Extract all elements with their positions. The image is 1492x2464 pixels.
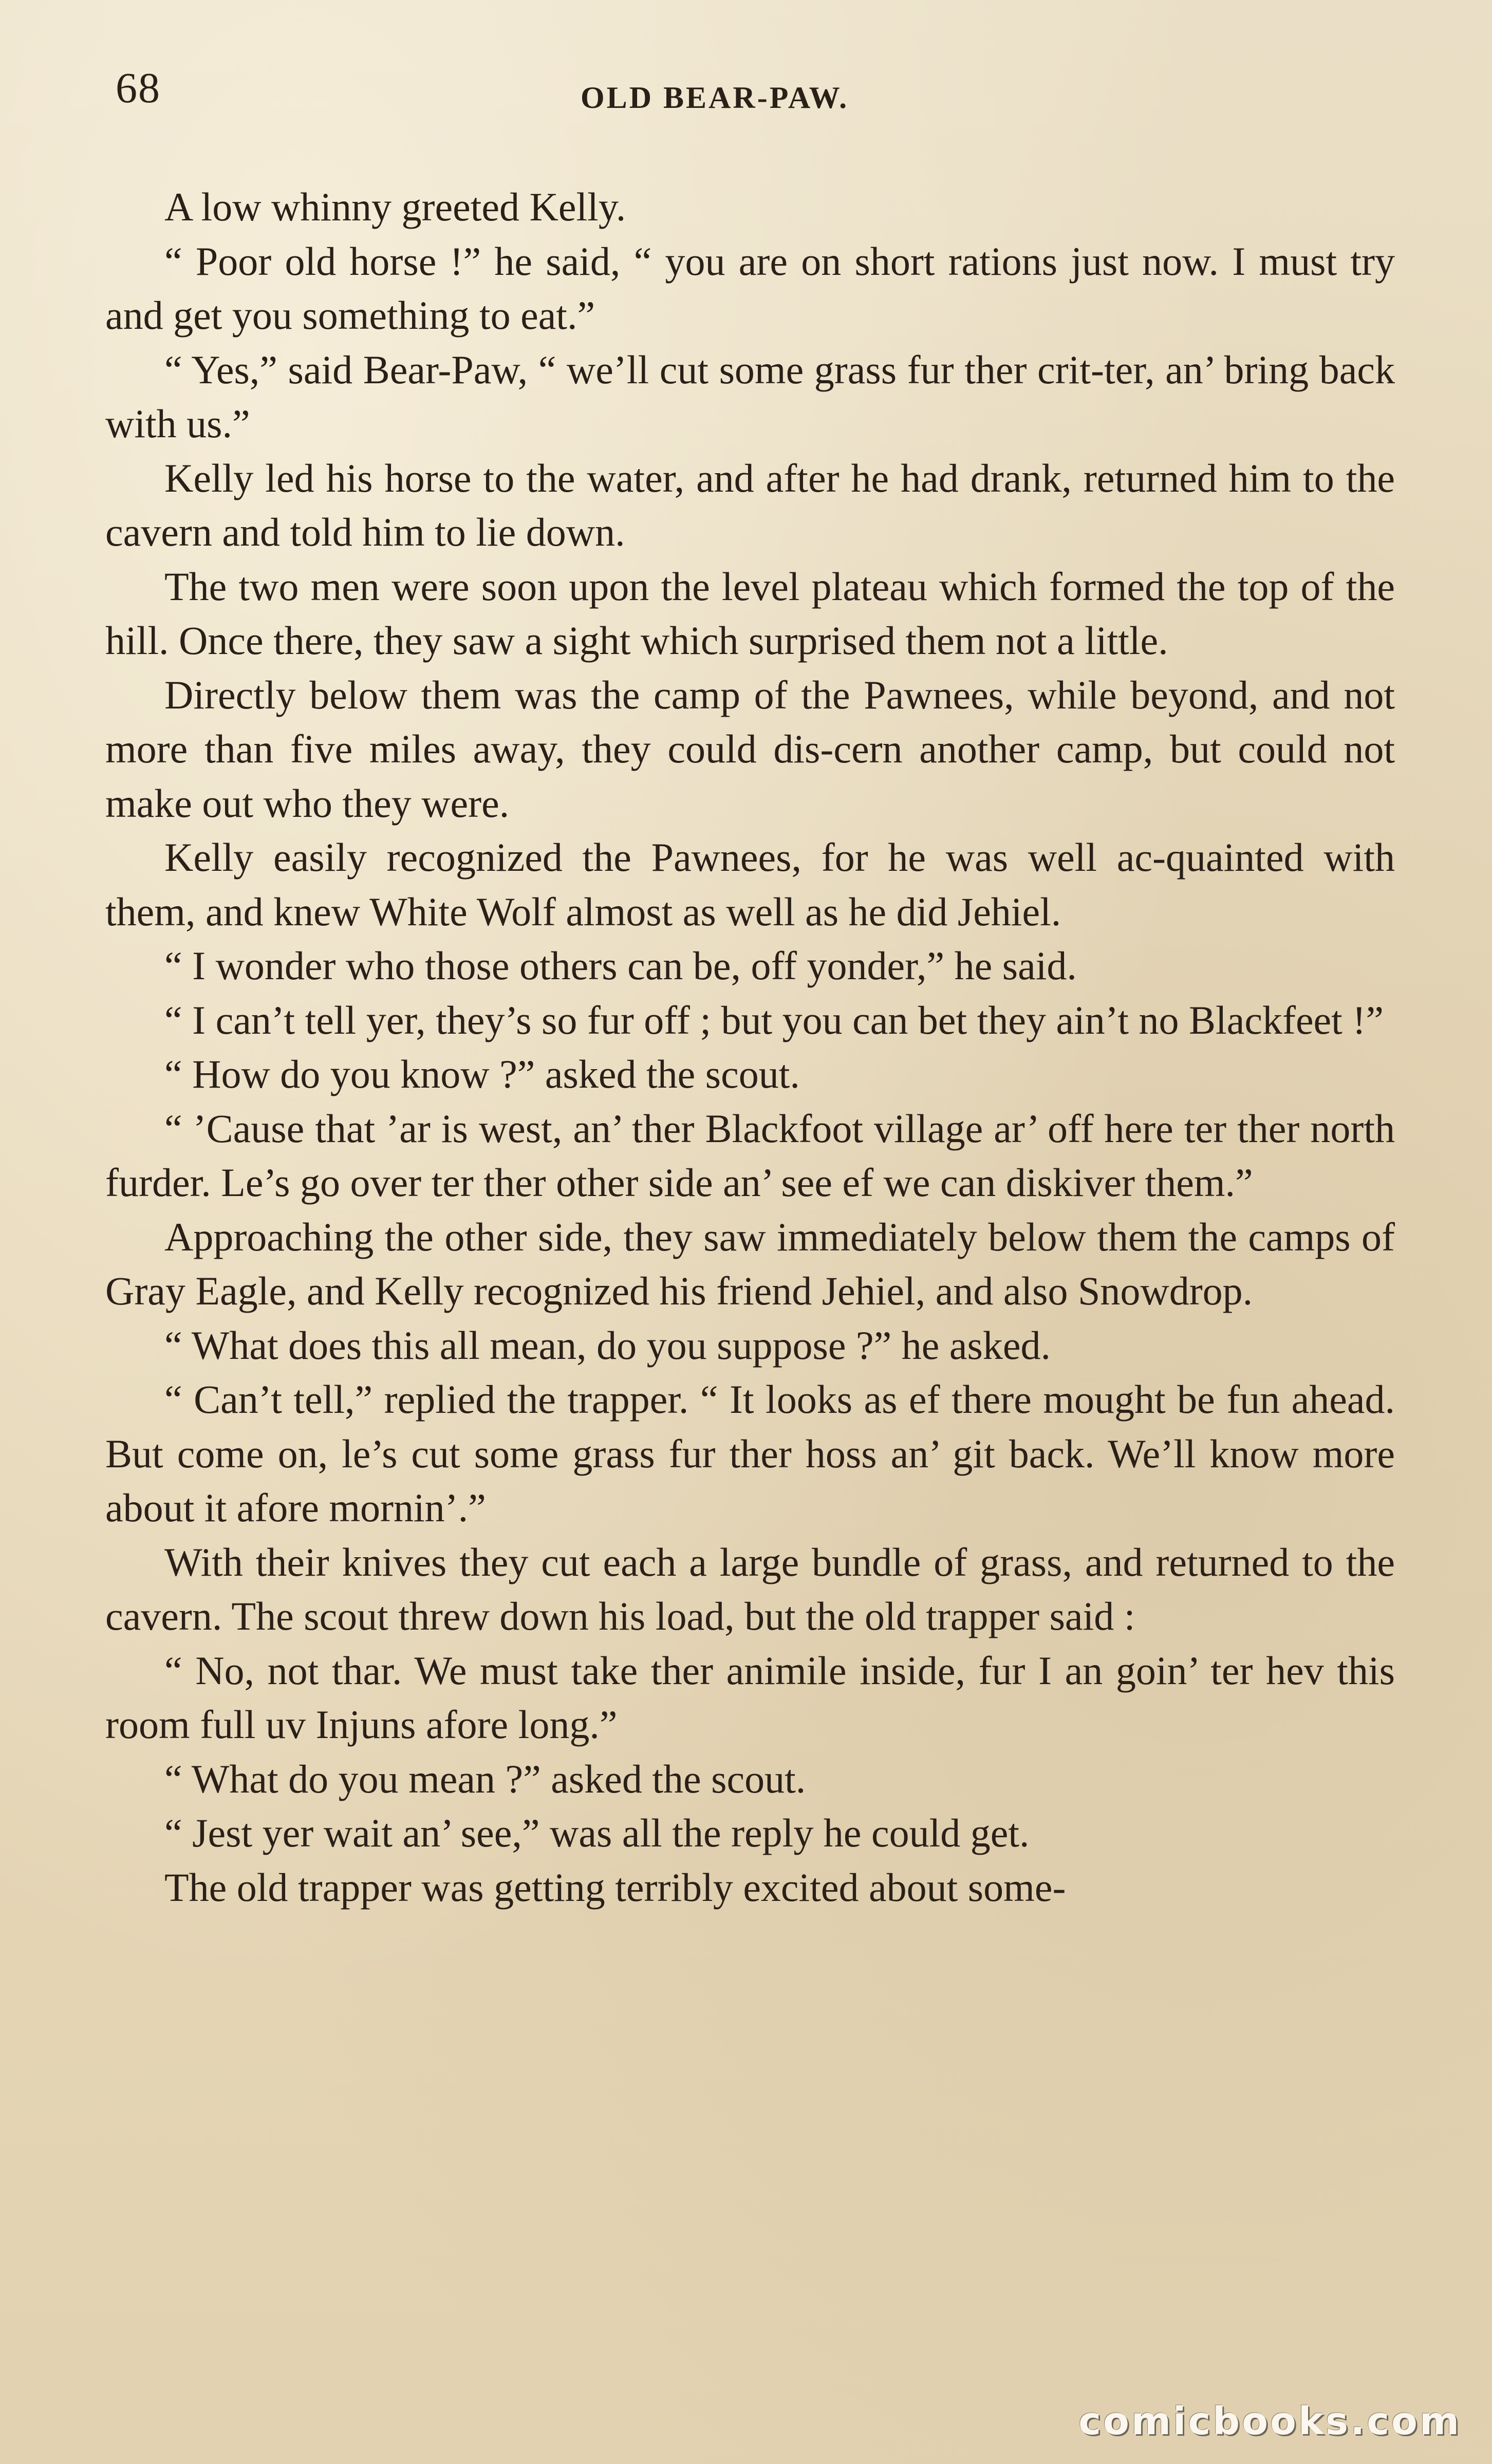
paragraph: “ Yes,” said Bear-Paw, “ we’ll cut some grass fur ther crit-ter, an’ bring back with us.” — [105, 347, 1395, 446]
paragraph: “ I can’t tell yer, they’s so fur off ; but you can bet they ain’t no Blackfeet !” — [164, 997, 1384, 1042]
paragraph: Kelly easily recognized the Pawnees, for he was well ac-quainted with them, and knew White Wolf almost as well as he did Jehiel. — [105, 835, 1395, 934]
paragraph: “ What do you mean ?” asked the scout. — [164, 1756, 806, 1801]
paragraph: “ Poor old horse !” he said, “ you are on short rations just now. I must try and get you something to eat.” — [105, 238, 1395, 338]
paragraph: Kelly led his horse to the water, and after he had drank, returned him to the cavern and told him to lie down. — [105, 455, 1395, 554]
paragraph: “ No, not thar. We must take ther animile inside, fur I an goin’ ter hev this room full uv Injuns afore long.” — [105, 1648, 1395, 1747]
paragraph: “ Jest yer wait an’ see,” was all the reply he could get. — [164, 1810, 1030, 1855]
paragraph: With their knives they cut each a large bundle of grass, and returned to the cavern. The scout threw down his load, but the old trapper said : — [105, 1539, 1395, 1638]
watermark: comicbooks.com — [1078, 2399, 1461, 2443]
paragraph: Directly below them was the camp of the Pawnees, while beyond, and not more than five miles away, they could dis-cern another camp, but could not make out who they were. — [105, 672, 1395, 826]
paragraph: “ I wonder who those others can be, off yonder,” he said. — [164, 943, 1077, 988]
paragraph: “ What does this all mean, do you suppose ?” he asked. — [164, 1322, 1051, 1368]
running-head: OLD BEAR-PAW. — [581, 81, 849, 115]
paragraph: Approaching the other side, they saw immediately below them the camps of Gray Eagle, and Kelly recognized his friend Jehiel, and also Snowdrop. — [105, 1214, 1395, 1313]
text-body — [105, 180, 1395, 1914]
page-number: 68 — [116, 64, 161, 112]
paragraph: The two men were soon upon the level plateau which formed the top of the hill. Once there, they saw a sight which surprised them not a little. — [105, 564, 1395, 663]
paragraph: “ How do you know ?” asked the scout. — [164, 1052, 800, 1096]
paragraph: “ Can’t tell,” replied the trapper. “ It looks as ef there mought be fun ahead. But come on, le’s cut some grass fur ther hoss an’ git back. We’ll know more about it afore mornin’.” — [105, 1377, 1395, 1530]
paragraph: “ ’Cause that ’ar is west, an’ ther Blackfoot village ar’ off here ter ther north furder. Le’s go over ter ther other side an’ see ef we can diskiver them.” — [105, 1106, 1395, 1205]
paragraph: The old trapper was getting terribly excited about some- — [164, 1864, 1066, 1910]
paragraph: A low whinny greeted Kelly. — [164, 184, 626, 229]
